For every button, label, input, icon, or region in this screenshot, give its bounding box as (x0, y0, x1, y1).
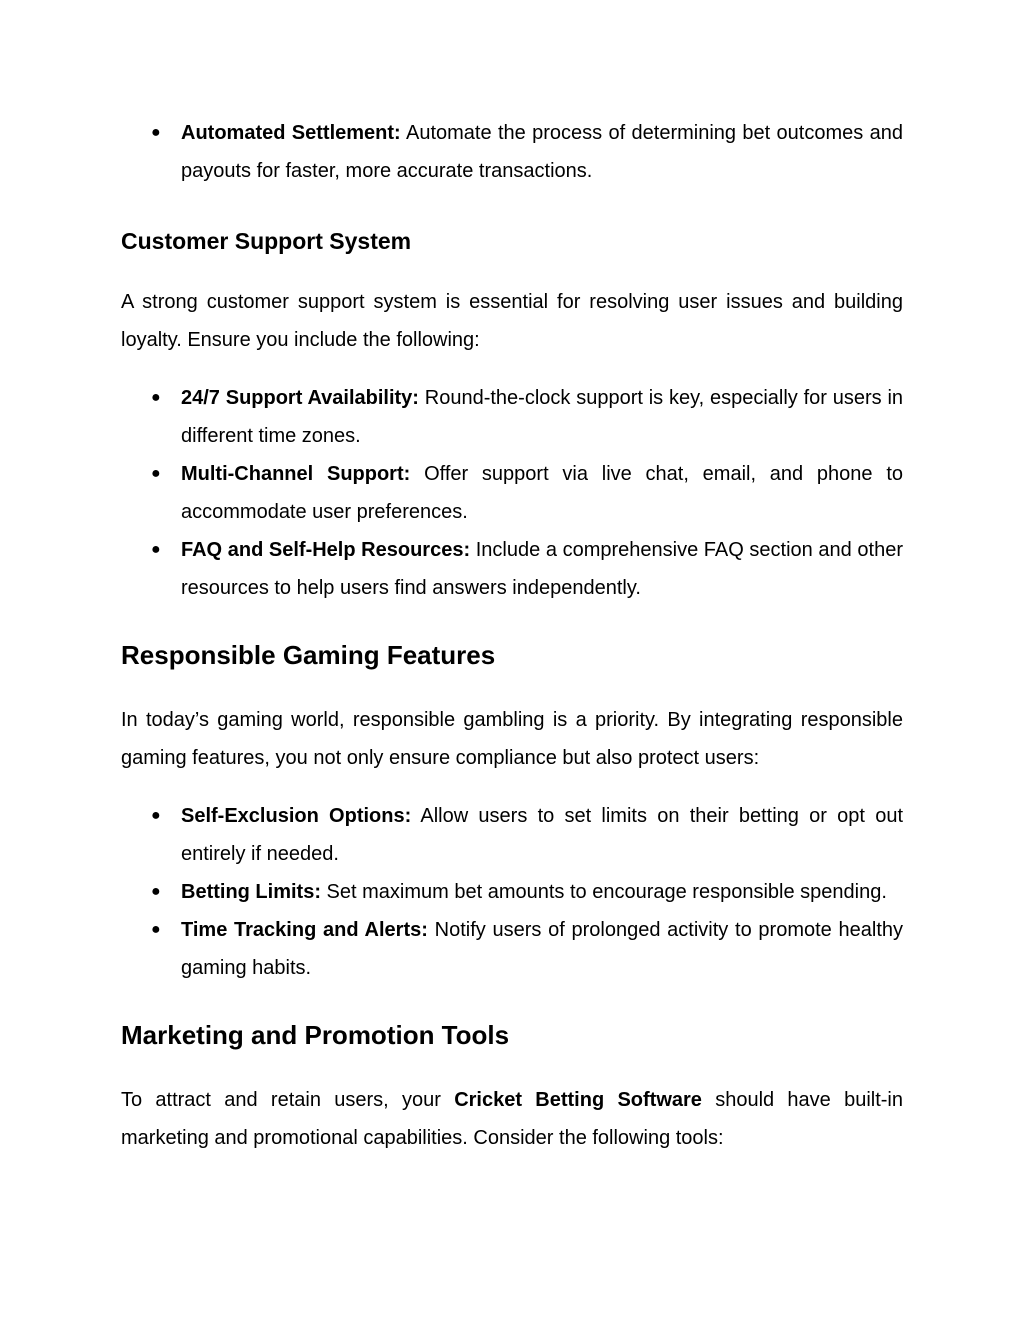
list-item-term: FAQ and Self-Help Resources: (181, 539, 471, 561)
section-heading-marketing: Marketing and Promotion Tools (121, 1020, 510, 1050)
responsible-gaming-intro: In today’s gaming world, responsible gambling is a priority. By integrating responsible gaming features, you not only ensure compliance but also protect users: (121, 709, 903, 769)
list-item-term: Multi-Channel Support: (181, 463, 411, 485)
section-heading-responsible-gaming: Responsible Gaming Features (121, 640, 496, 670)
list-item (121, 114, 903, 190)
list-item (121, 379, 903, 455)
list-item-text: Include a comprehensive FAQ section and other resources to help users find answers independently. (181, 539, 903, 599)
list-item (121, 797, 903, 873)
list-item (121, 911, 903, 987)
list-item-term: Self-Exclusion Options: (181, 805, 412, 827)
marketing-intro (121, 1081, 903, 1157)
bullet-icon: ● (151, 389, 161, 406)
bullet-icon: ● (151, 124, 161, 141)
section-heading-customer-support: Customer Support System (121, 228, 412, 254)
marketing-intro-bold: Cricket Betting Software (454, 1089, 702, 1111)
list-item-term: Automated Settlement: (181, 122, 401, 144)
customer-support-list (121, 379, 903, 607)
list-item-text: Set maximum bet amounts to encourage responsible spending. (321, 881, 887, 903)
bullet-icon: ● (151, 465, 161, 482)
list-item-text: Notify users of prolonged activity to promote healthy gaming habits. (181, 919, 903, 979)
list-item (121, 531, 903, 607)
marketing-intro-before: To attract and retain users, your (121, 1089, 455, 1111)
list-item-text: Automate the process of determining bet outcomes and payouts for faster, more accurate transactions. (181, 122, 903, 182)
bullet-icon: ● (151, 883, 161, 900)
bullet-icon: ● (151, 541, 161, 558)
customer-support-intro: A strong customer support system is essential for resolving user issues and building loyalty. Ensure you include the following: (121, 291, 903, 351)
top-bullet-list (121, 114, 903, 190)
list-item-text: Round-the-clock support is key, especially for users in different time zones. (181, 387, 904, 447)
list-item-term: 24/7 Support Availability: (181, 387, 419, 409)
marketing-intro-after: should have built-in marketing and promotional capabilities. Consider the following tools: (121, 1089, 904, 1149)
responsible-gaming-list (121, 797, 903, 987)
list-item (121, 455, 903, 531)
list-item-text: Offer support via live chat, email, and phone to accommodate user preferences. (181, 463, 903, 523)
list-item-term: Time Tracking and Alerts: (181, 919, 428, 941)
list-item (121, 873, 903, 911)
list-item-text: Allow users to set limits on their betting or opt out entirely if needed. (181, 805, 903, 865)
bullet-icon: ● (151, 921, 161, 938)
bullet-icon: ● (151, 807, 161, 824)
list-item-term: Betting Limits: (181, 881, 321, 903)
document-content (121, 114, 903, 1157)
